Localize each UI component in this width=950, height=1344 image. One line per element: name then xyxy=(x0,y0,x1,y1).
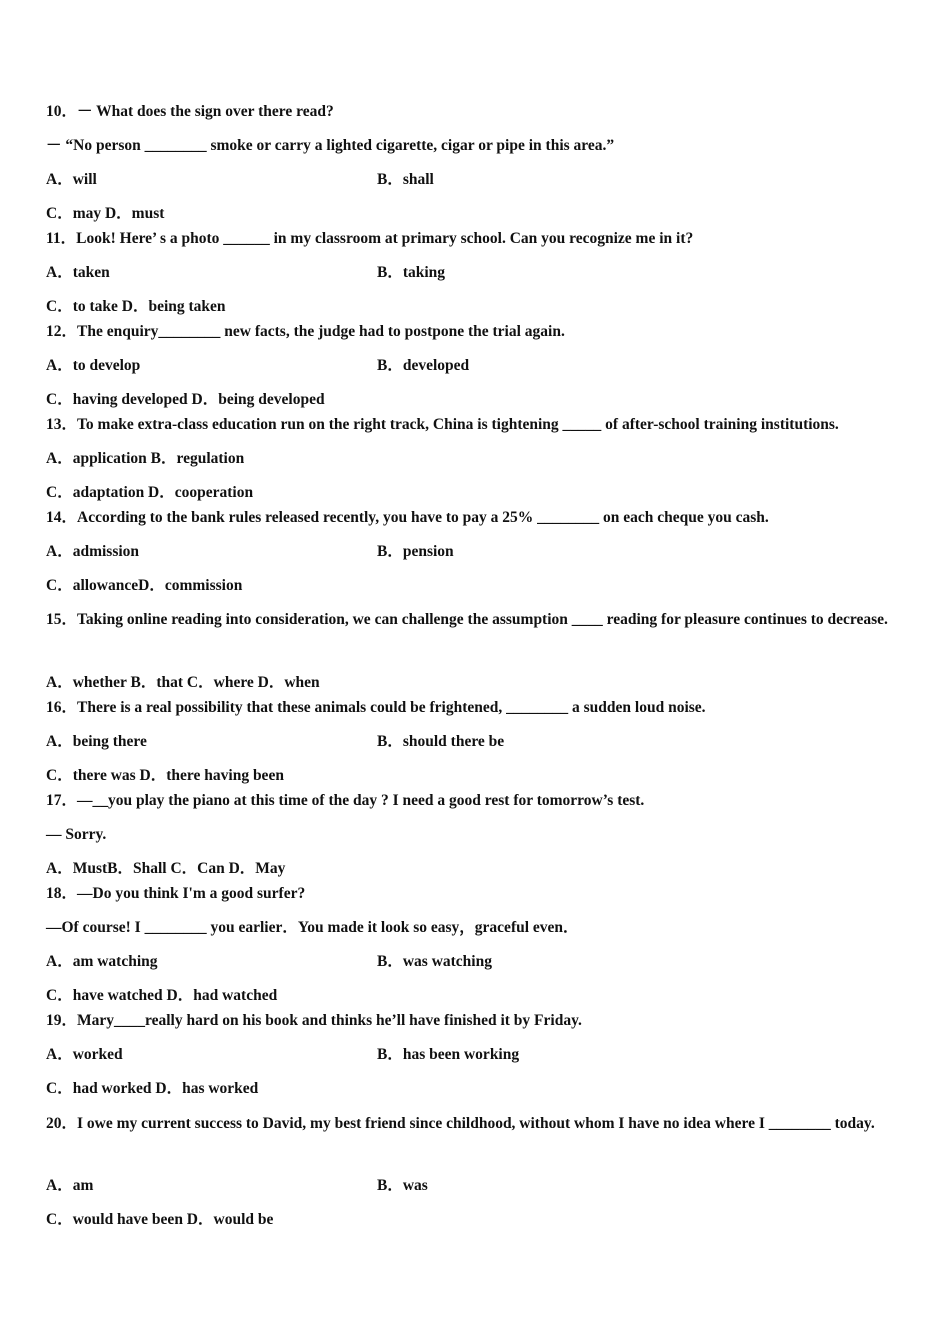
q15-stem: 15．Taking online reading into consideration, we can challenge the assumption ____ reading for pleasure continues to decrease. xyxy=(46,611,888,628)
q15-options[interactable]: A．whether B．that C．where D．when xyxy=(46,674,320,691)
q18-dialogue: —Of course! I ________ you earlier．You made it look so easy，graceful even． xyxy=(46,919,579,936)
q19-options-cd[interactable]: C．had worked D．has worked xyxy=(46,1080,259,1097)
q12-options-ab xyxy=(46,356,470,376)
q11-option-a[interactable]: A．taken xyxy=(46,264,110,281)
q18-options-ab xyxy=(46,952,492,972)
q10-options-ab xyxy=(46,170,434,190)
q13-stem: 13．To make extra-class education run on the right track, China is tightening _____ of after-school training institutions. xyxy=(46,416,839,433)
q18-stem: 18．—Do you think I'm a good surfer? xyxy=(46,885,306,902)
q18-option-a[interactable]: A．am watching xyxy=(46,953,158,970)
q19-options-ab xyxy=(46,1045,520,1065)
q18-options-cd[interactable]: C．have watched D．had watched xyxy=(46,987,278,1004)
q14-options-ab xyxy=(46,542,454,562)
q20-stem: 20．I owe my current success to David, my best friend since childhood, without whom I have no idea where I ________ today. xyxy=(46,1115,875,1132)
q16-option-b[interactable]: B．should there be xyxy=(377,733,505,750)
q11-option-b[interactable]: B．taking xyxy=(377,264,446,281)
q16-options-cd[interactable]: C．there was D．there having been xyxy=(46,767,284,784)
q11-options-ab xyxy=(46,263,446,283)
q17-stem: 17．—__you play the piano at this time of the day ? I need a good rest for tomorrow’s test. xyxy=(46,792,645,809)
q10-options-cd[interactable]: C．may D．must xyxy=(46,205,165,222)
q16-stem: 16．There is a real possibility that these animals could be frightened, ________ a sudden loud noise. xyxy=(46,699,706,716)
q13-options-cd[interactable]: C．adaptation D．cooperation xyxy=(46,484,254,501)
q13-options-ab[interactable]: A．application B．regulation xyxy=(46,450,245,467)
q20-option-b[interactable]: B．was xyxy=(377,1177,428,1194)
q12-options-cd[interactable]: C．having developed D．being developed xyxy=(46,391,325,408)
q20-options-cd[interactable]: C．would have been D．would be xyxy=(46,1211,274,1228)
q14-options-cd[interactable]: C．allowanceD．commission xyxy=(46,577,243,594)
q16-option-a[interactable]: A．being there xyxy=(46,733,147,750)
q10-option-a[interactable]: A．will xyxy=(46,171,97,188)
q11-stem: 11．Look! Here’ s a photo ______ in my classroom at primary school. Can you recognize me in it? xyxy=(46,230,694,247)
q14-option-b[interactable]: B．pension xyxy=(377,543,454,560)
q16-options-ab xyxy=(46,732,505,752)
q12-option-b[interactable]: B．developed xyxy=(377,357,470,374)
q20-option-a[interactable]: A．am xyxy=(46,1177,94,1194)
q14-option-a[interactable]: A．admission xyxy=(46,543,140,560)
q12-option-a[interactable]: A．to develop xyxy=(46,357,141,374)
q20-options-ab xyxy=(46,1176,428,1196)
q14-stem: 14．According to the bank rules released recently, you have to pay a 25% ________ on each cheque you cash. xyxy=(46,509,769,526)
q10-option-b[interactable]: B．shall xyxy=(377,171,434,188)
q11-options-cd[interactable]: C．to take D．being taken xyxy=(46,298,226,315)
q19-option-b[interactable]: B．has been working xyxy=(377,1046,520,1063)
q18-option-b[interactable]: B．was watching xyxy=(377,953,492,970)
q19-option-a[interactable]: A．worked xyxy=(46,1046,123,1063)
q10-dialogue: － “No person ________ smoke or carry a lighted cigarette, cigar or pipe in this area.” xyxy=(46,137,615,154)
q19-stem: 19．Mary____really hard on his book and thinks he’ll have finished it by Friday. xyxy=(46,1012,582,1029)
q17-options[interactable]: A．MustB．Shall C．Can D．May xyxy=(46,860,286,877)
q12-stem: 12．The enquiry________ new facts, the judge had to postpone the trial again. xyxy=(46,323,565,340)
q17-dialogue: — Sorry. xyxy=(46,826,107,843)
q10-stem: 10．－ What does the sign over there read? xyxy=(46,103,334,120)
